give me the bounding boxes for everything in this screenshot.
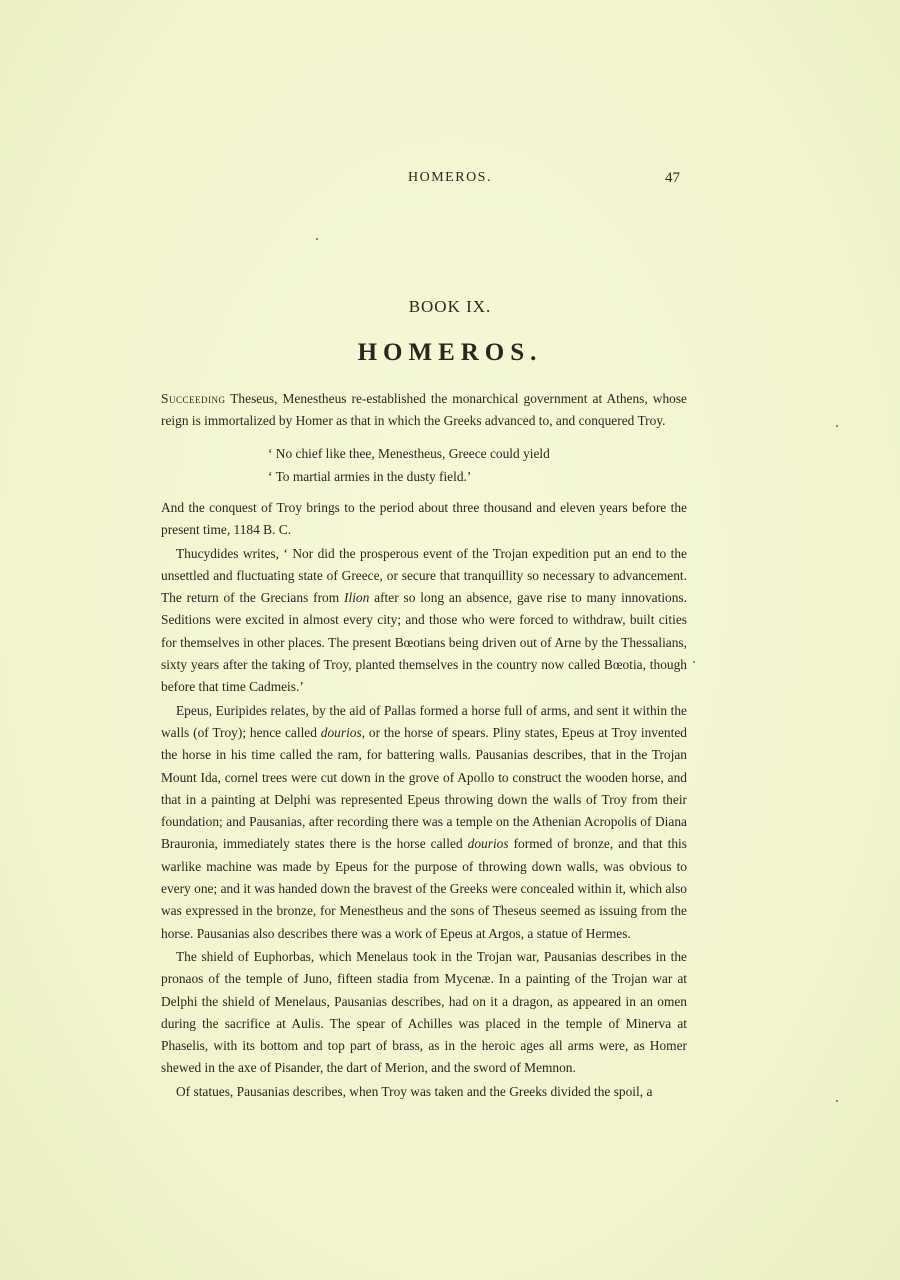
paper-speck (693, 661, 695, 663)
main-text-block (161, 497, 687, 1104)
text-run: Thucydides writes, ‘ Nor did the prosperous event of the Trojan expedition put an end to the unsettled and fluctuating state of Greece, or secure that tranquillity so necessary to advancement. The return of the Grecians from (161, 545, 687, 606)
italic-term: Ilion (344, 590, 370, 606)
paragraph-statues: Of statues, Pausanias describes, when Troy was taken and the Greeks divided the spoil, a (176, 1083, 653, 1099)
paper-speck (316, 238, 318, 240)
quote-line-2: ‘ To martial armies in the dusty field.’ (268, 468, 472, 484)
text-run: after so long an absence, gave rise to many innovations. Seditions were excited in almost every city; and those who were forced to withdraw, built cities for themselves in other places. The present Bœotians being driven out of Arne by the Thessalians, sixty years after the taking of Troy, planted themselves in the country now called Bœotia, though before that time Cadmeis.’ (161, 590, 687, 695)
chapter-title: HOMEROS. (357, 339, 543, 366)
italic-term: dourios (320, 724, 362, 740)
running-head: HOMEROS. (408, 170, 492, 185)
paragraph-text: Theseus, Menestheus re-established the monarchical government at Athens, whose reign is immortalized by Homer as that in which the Greeks advanced to, and conquered Troy. (161, 391, 687, 429)
text-run: , or the horse of spears. Pliny states, Epeus at Troy invented the horse in his time called the ram, for battering walls. Pausanias describes, that in the Trojan Mount Ida, cornel trees were cut down in the grove of Apollo to construct the wooden horse, and that in a painting at Delphi was represented Epeus throwing down the walls of Troy from their foundation; and Pausanias, after recording there was a temple on the Athenian Acropolis of Diana Brauronia, immediately states there is the horse called (161, 724, 687, 852)
verse-quotation (268, 443, 550, 488)
paragraph-opening (161, 388, 687, 433)
italic-term: dourios (467, 836, 509, 852)
page-number: 47 (665, 170, 680, 186)
paper-speck (836, 425, 838, 427)
book-heading: BOOK IX. (408, 297, 492, 316)
paragraph-epeus (161, 700, 687, 945)
opening-paragraph-block (161, 388, 687, 434)
paragraph-thucydides (161, 543, 687, 699)
text-run: Epeus, Euripides relates, by the aid of Pallas formed a horse full of arms, and sent it within the walls (of Troy); hence called (161, 702, 687, 740)
quote-line-1: ‘ No chief like thee, Menestheus, Greece could yield (268, 446, 550, 461)
paragraph-conquest-date: And the conquest of Troy brings to the period about three thousand and eleven years before the present time, 1184 B. C. (161, 500, 687, 538)
lead-word: Succeeding (161, 391, 226, 406)
text-run: formed of bronze, and that this warlike machine was made by Epeus for the purpose of throwing down walls, was obvious to every one; and it was handed down the bravest of the Greeks were concealed within it, which also was expressed in the bronze, for Menestheus and the sons of Theseus seemed as issuing from the horse. Pausanias also describes there was a work of Epeus at Argos, a statue of Hermes. (161, 836, 687, 941)
paper-speck (836, 1100, 838, 1102)
paragraph-shield: The shield of Euphorbas, which Menelaus took in the Trojan war, Pausanias describes in the pronaos of the temple of Juno, fifteen stadia from Mycenæ. In a painting of the Trojan war at Delphi the shield of Menelaus, Pausanias describes, had on it a dragon, as appeared in an omen during the sacrifice at Aulis. The spear of Achilles was placed in the temple of Minerva at Phaselis, with its bottom and top part of brass, as in the heroic ages all arms were, as Homer shewed in the axe of Pisander, the dart of Merion, and the sword of Memnon. (161, 948, 687, 1076)
